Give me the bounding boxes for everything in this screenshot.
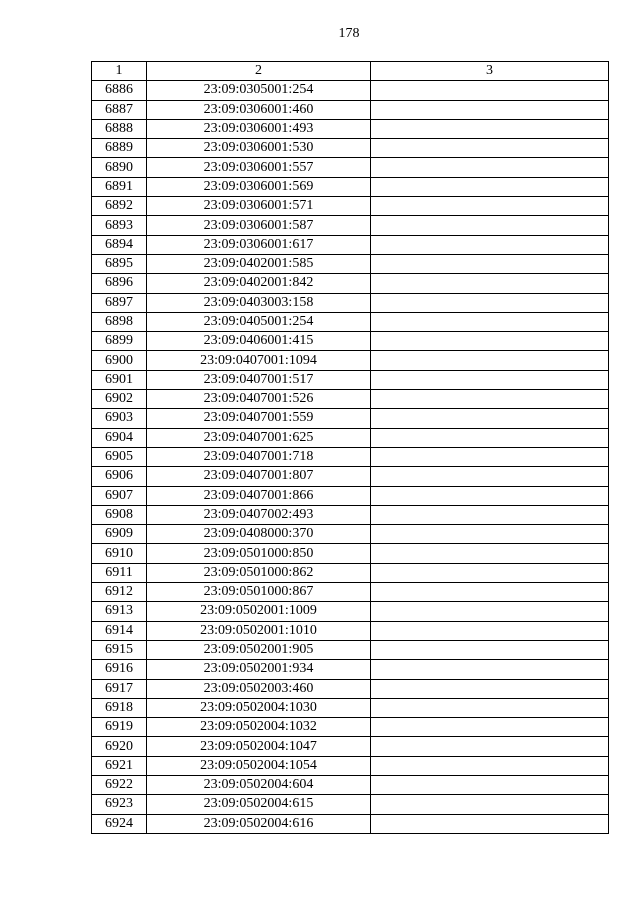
cadastral-number-cell: 23:09:0306001:557 [147,158,371,177]
cadastral-number-cell: 23:09:0407001:517 [147,370,371,389]
note-cell [371,698,609,717]
note-cell [371,447,609,466]
table-row [92,312,609,331]
note-cell [371,312,609,331]
row-number-cell: 6922 [92,775,147,794]
table-row [92,795,609,814]
cadastral-number-cell: 23:09:0501000:850 [147,544,371,563]
table-row [92,505,609,524]
row-number-cell: 6891 [92,177,147,196]
cadastral-number-cell: 23:09:0502004:604 [147,775,371,794]
row-number-cell: 6921 [92,756,147,775]
column-header-3: 3 [371,62,609,81]
cadastral-number-cell: 23:09:0502003:460 [147,679,371,698]
note-cell [371,235,609,254]
table-row [92,390,609,409]
row-number-cell: 6916 [92,660,147,679]
row-number-cell: 6895 [92,254,147,273]
note-cell [371,81,609,100]
row-number-cell: 6886 [92,81,147,100]
note-cell [371,177,609,196]
cadastral-number-cell: 23:09:0407001:1094 [147,351,371,370]
table-row [92,351,609,370]
table-row [92,177,609,196]
row-number-cell: 6900 [92,351,147,370]
note-cell [371,544,609,563]
table-row [92,737,609,756]
cadastral-number-cell: 23:09:0502004:615 [147,795,371,814]
table-row [92,235,609,254]
note-cell [371,390,609,409]
cadastral-number-cell: 23:09:0402001:585 [147,254,371,273]
row-number-cell: 6914 [92,621,147,640]
row-number-cell: 6904 [92,428,147,447]
cadastral-number-cell: 23:09:0501000:867 [147,583,371,602]
table-row [92,563,609,582]
cadastral-number-cell: 23:09:0407001:807 [147,467,371,486]
note-cell [371,718,609,737]
table-row [92,621,609,640]
row-number-cell: 6909 [92,525,147,544]
table-row [92,486,609,505]
table-row [92,756,609,775]
row-number-cell: 6905 [92,447,147,466]
note-cell [371,100,609,119]
cadastral-number-cell: 23:09:0407001:718 [147,447,371,466]
note-cell [371,814,609,833]
cadastral-number-cell: 23:09:0407002:493 [147,505,371,524]
row-number-cell: 6917 [92,679,147,698]
cadastral-number-cell: 23:09:0306001:460 [147,100,371,119]
row-number-cell: 6901 [92,370,147,389]
note-cell [371,756,609,775]
table-row [92,814,609,833]
cadastral-number-cell: 23:09:0403003:158 [147,293,371,312]
row-number-cell: 6906 [92,467,147,486]
row-number-cell: 6896 [92,274,147,293]
row-number-cell: 6913 [92,602,147,621]
row-number-cell: 6890 [92,158,147,177]
registry-table [91,61,609,834]
cadastral-number-cell: 23:09:0407001:625 [147,428,371,447]
row-number-cell: 6903 [92,409,147,428]
table-row [92,525,609,544]
cadastral-number-cell: 23:09:0408000:370 [147,525,371,544]
note-cell [371,775,609,794]
row-number-cell: 6907 [92,486,147,505]
row-number-cell: 6892 [92,197,147,216]
table-row [92,660,609,679]
cadastral-number-cell: 23:09:0502001:905 [147,640,371,659]
note-cell [371,370,609,389]
cadastral-number-cell: 23:09:0502004:1054 [147,756,371,775]
note-cell [371,139,609,158]
note-cell [371,660,609,679]
table-row [92,197,609,216]
table-row [92,583,609,602]
row-number-cell: 6923 [92,795,147,814]
row-number-cell: 6888 [92,119,147,138]
table-row [92,254,609,273]
note-cell [371,486,609,505]
table-row [92,409,609,428]
cadastral-number-cell: 23:09:0407001:559 [147,409,371,428]
row-number-cell: 6898 [92,312,147,331]
note-cell [371,158,609,177]
table-row [92,370,609,389]
column-header-2: 2 [147,62,371,81]
table-row [92,332,609,351]
row-number-cell: 6924 [92,814,147,833]
note-cell [371,409,609,428]
cadastral-number-cell: 23:09:0502004:1030 [147,698,371,717]
row-number-cell: 6915 [92,640,147,659]
note-cell [371,197,609,216]
note-cell [371,679,609,698]
cadastral-number-cell: 23:09:0501000:862 [147,563,371,582]
cadastral-number-cell: 23:09:0306001:587 [147,216,371,235]
cadastral-number-cell: 23:09:0306001:617 [147,235,371,254]
table-row [92,428,609,447]
note-cell [371,467,609,486]
table-row [92,447,609,466]
table-body [92,81,609,834]
cadastral-number-cell: 23:09:0502004:616 [147,814,371,833]
table-row [92,216,609,235]
row-number-cell: 6887 [92,100,147,119]
table-row [92,718,609,737]
table-row [92,602,609,621]
note-cell [371,795,609,814]
table-row [92,544,609,563]
row-number-cell: 6908 [92,505,147,524]
row-number-cell: 6897 [92,293,147,312]
note-cell [371,563,609,582]
cadastral-number-cell: 23:09:0407001:526 [147,390,371,409]
cadastral-number-cell: 23:09:0502001:1009 [147,602,371,621]
column-header-1: 1 [92,62,147,81]
table-row [92,679,609,698]
note-cell [371,254,609,273]
row-number-cell: 6918 [92,698,147,717]
cadastral-number-cell: 23:09:0407001:866 [147,486,371,505]
note-cell [371,274,609,293]
note-cell [371,640,609,659]
cadastral-number-cell: 23:09:0306001:530 [147,139,371,158]
row-number-cell: 6910 [92,544,147,563]
note-cell [371,737,609,756]
cadastral-number-cell: 23:09:0306001:571 [147,197,371,216]
table-row [92,119,609,138]
row-number-cell: 6920 [92,737,147,756]
row-number-cell: 6899 [92,332,147,351]
row-number-cell: 6911 [92,563,147,582]
table-row [92,698,609,717]
cadastral-number-cell: 23:09:0306001:569 [147,177,371,196]
cadastral-number-cell: 23:09:0405001:254 [147,312,371,331]
table-row [92,100,609,119]
cadastral-number-cell: 23:09:0502004:1047 [147,737,371,756]
cadastral-number-cell: 23:09:0406001:415 [147,332,371,351]
row-number-cell: 6902 [92,390,147,409]
header-row [92,62,609,81]
cadastral-number-cell: 23:09:0502001:934 [147,660,371,679]
table-row [92,158,609,177]
row-number-cell: 6893 [92,216,147,235]
note-cell [371,216,609,235]
note-cell [371,351,609,370]
note-cell [371,583,609,602]
table-row [92,293,609,312]
note-cell [371,505,609,524]
row-number-cell: 6894 [92,235,147,254]
table-row [92,640,609,659]
table-row [92,139,609,158]
note-cell [371,293,609,312]
note-cell [371,621,609,640]
row-number-cell: 6889 [92,139,147,158]
table-row [92,467,609,486]
page-number: 178 [338,26,360,41]
note-cell [371,119,609,138]
cadastral-number-cell: 23:09:0402001:842 [147,274,371,293]
cadastral-number-cell: 23:09:0502001:1010 [147,621,371,640]
note-cell [371,602,609,621]
cadastral-number-cell: 23:09:0502004:1032 [147,718,371,737]
table-row [92,81,609,100]
row-number-cell: 6919 [92,718,147,737]
table-row [92,274,609,293]
note-cell [371,525,609,544]
cadastral-number-cell: 23:09:0306001:493 [147,119,371,138]
table-row [92,775,609,794]
note-cell [371,428,609,447]
row-number-cell: 6912 [92,583,147,602]
cadastral-number-cell: 23:09:0305001:254 [147,81,371,100]
note-cell [371,332,609,351]
